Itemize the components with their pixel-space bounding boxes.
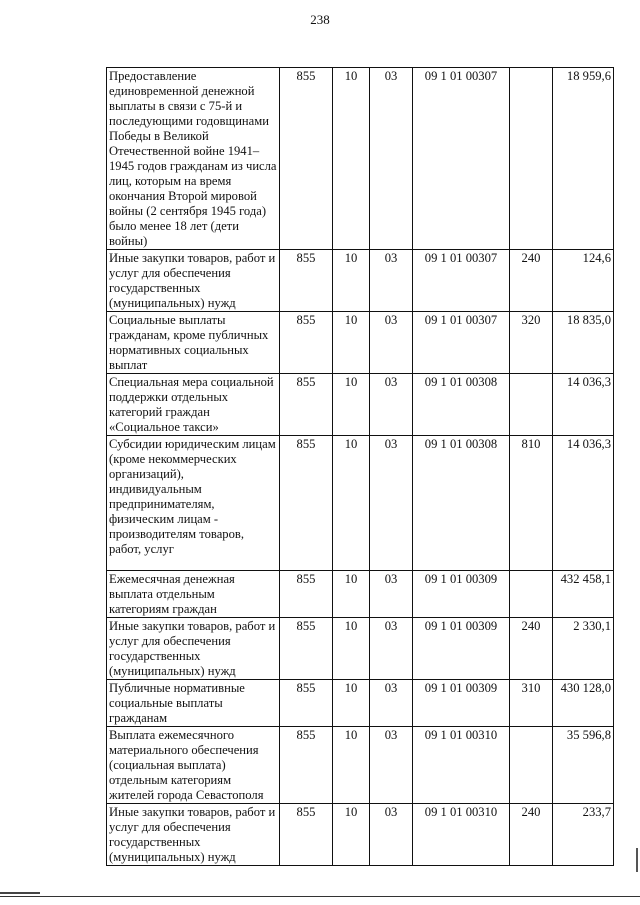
row-subsection-cell: 03 — [370, 68, 413, 250]
row-amount-cell: 18 835,0 — [553, 312, 614, 374]
table-row — [107, 618, 614, 680]
row-subsection-cell: 03 — [370, 374, 413, 436]
row-expense-type-cell: 810 — [510, 436, 553, 571]
row-name-cell: Ежемесячная денежная выплата отдельным категориям граждан — [107, 571, 280, 618]
row-name-cell: Иные закупки товаров, работ и услуг для обеспечения государственных (муниципальных) нужд — [107, 250, 280, 312]
row-code-cell: 855 — [280, 374, 333, 436]
table-row — [107, 727, 614, 804]
row-article-cell: 09 1 01 00308 — [413, 436, 510, 571]
row-subsection-cell: 03 — [370, 804, 413, 866]
row-subsection-cell: 03 — [370, 436, 413, 571]
row-subsection-cell: 03 — [370, 571, 413, 618]
row-section-cell: 10 — [333, 727, 370, 804]
row-article-cell: 09 1 01 00307 — [413, 68, 510, 250]
row-name-cell: Иные закупки товаров, работ и услуг для обеспечения государственных (муниципальных) нужд — [107, 804, 280, 866]
row-amount-cell: 233,7 — [553, 804, 614, 866]
table-row — [107, 436, 614, 571]
row-section-cell: 10 — [333, 374, 370, 436]
table-row — [107, 312, 614, 374]
scan-bottom-rule — [0, 896, 640, 897]
row-amount-cell: 18 959,6 — [553, 68, 614, 250]
row-code-cell: 855 — [280, 680, 333, 727]
row-section-cell: 10 — [333, 250, 370, 312]
row-subsection-cell: 03 — [370, 680, 413, 727]
row-expense-type-cell: 320 — [510, 312, 553, 374]
row-subsection-cell: 03 — [370, 727, 413, 804]
row-expense-type-cell: 240 — [510, 250, 553, 312]
row-expense-type-cell — [510, 68, 553, 250]
row-article-cell: 09 1 01 00309 — [413, 618, 510, 680]
table-row — [107, 250, 614, 312]
row-expense-type-cell — [510, 727, 553, 804]
row-name-cell: Публичные нормативные социальные выплаты гражданам — [107, 680, 280, 727]
row-section-cell: 10 — [333, 571, 370, 618]
table-row — [107, 374, 614, 436]
table-row — [107, 68, 614, 250]
row-article-cell: 09 1 01 00307 — [413, 250, 510, 312]
page-number: 238 — [310, 12, 330, 27]
scan-edge-mark — [636, 848, 638, 872]
budget-table-body — [107, 68, 614, 866]
row-name-cell: Выплата ежемесячного материального обеспечения (социальная выплата) отдельным категориям жителей города Севастополя — [107, 727, 280, 804]
row-name-cell: Социальные выплаты гражданам, кроме публичных нормативных социальных выплат — [107, 312, 280, 374]
scan-edge-stub — [0, 892, 40, 894]
row-amount-cell: 432 458,1 — [553, 571, 614, 618]
row-section-cell: 10 — [333, 804, 370, 866]
row-name-cell: Субсидии юридическим лицам (кроме некоммерческих организаций), индивидуальным предпринимателям, физическим лицам - производителям товаров, работ, услуг — [107, 436, 280, 571]
row-code-cell: 855 — [280, 312, 333, 374]
row-code-cell: 855 — [280, 571, 333, 618]
row-amount-cell: 35 596,8 — [553, 727, 614, 804]
row-name-cell: Иные закупки товаров, работ и услуг для обеспечения государственных (муниципальных) нужд — [107, 618, 280, 680]
row-article-cell: 09 1 01 00309 — [413, 680, 510, 727]
row-expense-type-cell: 310 — [510, 680, 553, 727]
row-expense-type-cell — [510, 374, 553, 436]
row-name-cell: Предоставление единовременной денежной выплаты в связи с 75-й и последующими годовщинами Победы в Великой Отечественной войне 1941–1945 годов гражданам из числа лиц, которым на время окончания Второй мировой войны (2 сентября 1945 года) было менее 18 лет (дети войны) — [107, 68, 280, 250]
row-article-cell: 09 1 01 00309 — [413, 571, 510, 618]
row-article-cell: 09 1 01 00308 — [413, 374, 510, 436]
row-subsection-cell: 03 — [370, 312, 413, 374]
row-amount-cell: 124,6 — [553, 250, 614, 312]
row-section-cell: 10 — [333, 68, 370, 250]
row-code-cell: 855 — [280, 727, 333, 804]
row-name-cell: Специальная мера социальной поддержки отдельных категорий граждан «Социальное такси» — [107, 374, 280, 436]
row-expense-type-cell — [510, 571, 553, 618]
row-code-cell: 855 — [280, 618, 333, 680]
row-section-cell: 10 — [333, 312, 370, 374]
row-article-cell: 09 1 01 00310 — [413, 727, 510, 804]
row-amount-cell: 430 128,0 — [553, 680, 614, 727]
row-amount-cell: 14 036,3 — [553, 436, 614, 571]
row-code-cell: 855 — [280, 68, 333, 250]
row-section-cell: 10 — [333, 436, 370, 571]
row-article-cell: 09 1 01 00310 — [413, 804, 510, 866]
table-row — [107, 571, 614, 618]
row-amount-cell: 2 330,1 — [553, 618, 614, 680]
row-section-cell: 10 — [333, 680, 370, 727]
row-code-cell: 855 — [280, 804, 333, 866]
row-expense-type-cell: 240 — [510, 618, 553, 680]
row-article-cell: 09 1 01 00307 — [413, 312, 510, 374]
budget-table — [106, 67, 614, 866]
row-section-cell: 10 — [333, 618, 370, 680]
table-row — [107, 680, 614, 727]
table-row — [107, 804, 614, 866]
row-code-cell: 855 — [280, 436, 333, 571]
row-subsection-cell: 03 — [370, 250, 413, 312]
row-subsection-cell: 03 — [370, 618, 413, 680]
row-code-cell: 855 — [280, 250, 333, 312]
row-expense-type-cell: 240 — [510, 804, 553, 866]
row-amount-cell: 14 036,3 — [553, 374, 614, 436]
